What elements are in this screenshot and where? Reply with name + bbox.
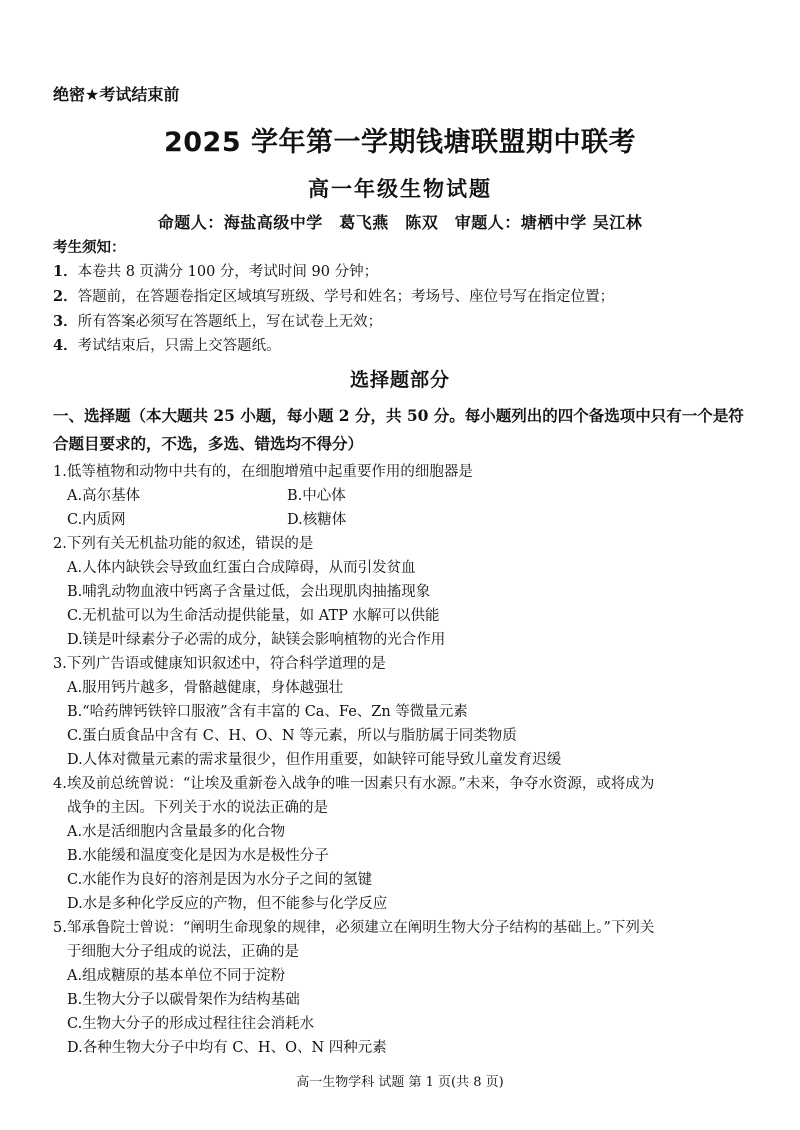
question-option: A.水是活细胞内含量最多的化合物 <box>67 824 286 840</box>
notice-item: 2．答题前，在答题卷指定区域填写班级、学号和姓名；考场号、座位号写在指定位置； <box>53 288 615 305</box>
confidential-label: 绝密★考试结束前 <box>53 85 180 104</box>
question-stem-continued: 于细胞大分子组成的说法，正确的是 <box>67 944 299 960</box>
question-option: C.蛋白质食品中含有 C、H、O、N 等元素，所以与脂肪属于同类物质 <box>67 728 517 744</box>
page-footer: 高一生物学科 试题 第 1 页(共 8 页) <box>296 1075 504 1090</box>
question-option: C.无机盐可以为生命活动提供能量，如 ATP 水解可以供能 <box>67 608 440 624</box>
question-option: B.哺乳动物血液中钙离子含量过低，会出现肌肉抽搐现象 <box>67 584 431 600</box>
question-option: A.高尔基体 <box>67 488 141 504</box>
question-option: B.中心体 <box>287 488 346 504</box>
question-option: D.各种生物大分子中均有 C、H、O、N 四种元素 <box>67 1040 387 1056</box>
question-stem: 1.低等植物和动物中共有的，在细胞增殖中起重要作用的细胞器是 <box>53 464 473 480</box>
question-option: A.服用钙片越多，骨骼越健康，身体越强壮 <box>67 680 344 696</box>
question-option: C.水能作为良好的溶剂是因为水分子之间的氢键 <box>67 872 373 888</box>
part-instructions: 合题目要求的，不选，多选、错选均不得分） <box>53 434 364 453</box>
question-option: D.核糖体 <box>287 512 347 528</box>
page-title: 2025 学年第一学期钱塘联盟期中联考 <box>163 127 637 158</box>
notice-heading: 考生须知： <box>53 240 126 256</box>
question-option: D.水是多种化学反应的产物，但不能参与化学反应 <box>67 896 388 912</box>
question-option: B.“哈药牌钙铁锌口服液”含有丰富的 Ca、Fe、Zn 等微量元素 <box>67 704 468 720</box>
section-title: 选择题部分 <box>349 369 450 391</box>
question-option: B.生物大分子以碳骨架作为结构基础 <box>67 992 300 1008</box>
question-option: A.组成糖原的基本单位不同于淀粉 <box>67 968 286 984</box>
notice-item: 1．本卷共 8 页满分 100 分，考试时间 90 分钟； <box>53 263 379 280</box>
authors-line: 命题人：海盐高级中学 葛飞燕 陈双 审题人：塘栖中学 吴江林 <box>157 213 643 232</box>
notice-item: 4．考试结束后，只需上交答题纸。 <box>53 337 281 354</box>
question-option: C.生物大分子的形成过程往往会消耗水 <box>67 1016 315 1032</box>
question-stem: 3.下列广告语或健康知识叙述中，符合科学道理的是 <box>53 656 386 672</box>
question-option: A.人体内缺铁会导致血红蛋白合成障碍，从而引发贫血 <box>67 560 416 576</box>
question-stem: 5.邹承鲁院士曾说：“阐明生命现象的规律，必须建立在阐明生物大分子结构的基础上。”下列关 <box>53 920 655 936</box>
part-instructions: 一、选择题（本大题共 25 小题，每小题 2 分，共 50 分。每小题列出的四个备选项中只有一个是符 <box>53 406 744 425</box>
notice-item: 3．所有答案必须写在答题纸上，写在试卷上无效； <box>53 313 383 330</box>
exam-subtitle: 高一年级生物试题 <box>308 177 492 201</box>
question-option: D.镁是叶绿素分子必需的成分，缺镁会影响植物的光合作用 <box>67 632 446 648</box>
question-option: B.水能缓和温度变化是因为水是极性分子 <box>67 848 329 864</box>
question-stem: 4.埃及前总统曾说：“让埃及重新卷入战争的唯一因素只有水源。”未来，争夺水资源，或将成为 <box>53 776 655 792</box>
question-option: C.内质网 <box>67 512 126 528</box>
question-stem: 2.下列有关无机盐功能的叙述，错误的是 <box>53 536 314 552</box>
question-stem-continued: 战争的主因。下列关于水的说法正确的是 <box>67 800 328 816</box>
question-option: D.人体对微量元素的需求量很少，但作用重要，如缺锌可能导致儿童发育迟缓 <box>67 752 562 768</box>
